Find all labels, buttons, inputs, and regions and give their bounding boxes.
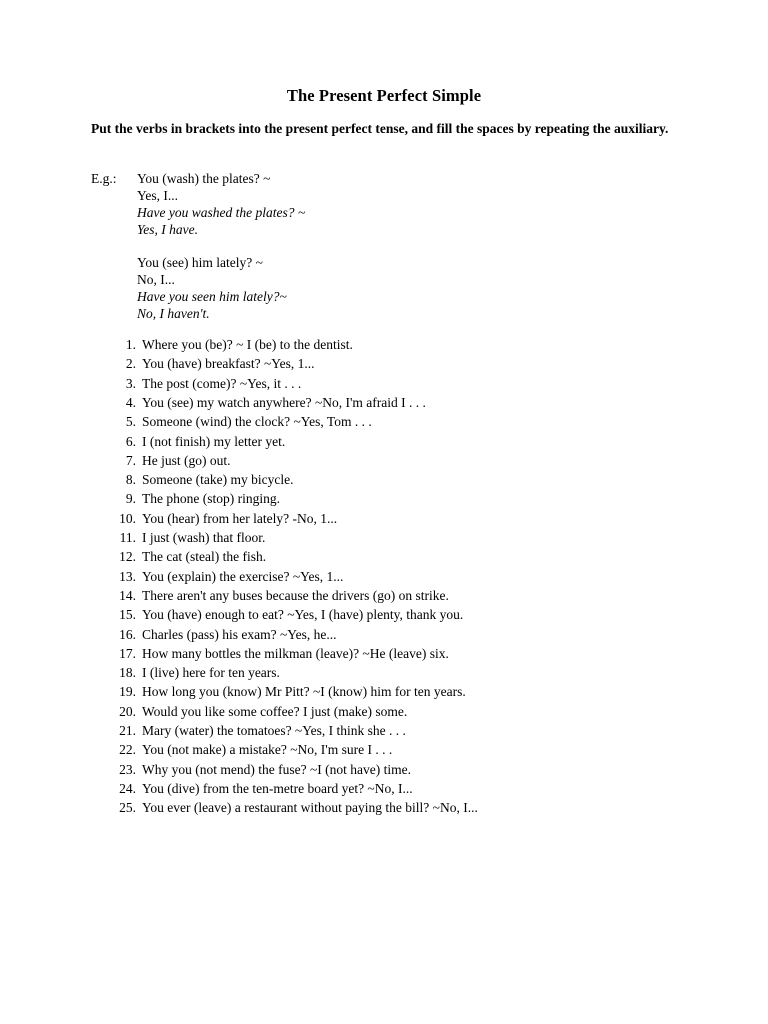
item-number: 20.	[119, 703, 136, 719]
item-text: How long you (know) Mr Pitt? ~I (know) him for ten years.	[142, 684, 466, 700]
item-text: Mary (water) the tomatoes? ~Yes, I think she . . .	[142, 723, 406, 738]
item-number: 15.	[119, 607, 136, 623]
item-text: Where you (be)? ~ I (be) to the dentist.	[142, 337, 353, 352]
example-label: E.g.:	[91, 171, 117, 186]
item-text: I (live) here for ten years.	[142, 665, 280, 681]
item-text: You (have) enough to eat? ~Yes, I (have) plenty, thank you.	[142, 607, 464, 623]
item-text: Someone (wind) the clock? ~Yes, Tom . . .	[142, 414, 372, 430]
item-number: 18.	[119, 665, 136, 681]
item-text: You (not make) a mistake? ~No, I'm sure I . . .	[142, 742, 393, 758]
item-text: I (not finish) my letter yet.	[142, 433, 286, 449]
item-text: He just (go) out.	[142, 452, 231, 468]
item-text: The cat (steal) the fish.	[142, 549, 267, 565]
item-number: 12.	[119, 549, 136, 565]
example-line: You (see) him lately? ~	[137, 255, 263, 270]
item-number: 10.	[119, 510, 136, 526]
item-text: The phone (stop) ringing.	[142, 491, 280, 507]
item-number: 25.	[119, 800, 136, 816]
item-number: 19.	[119, 684, 136, 700]
item-text: You (dive) from the ten-metre board yet? ~No, I...	[142, 780, 413, 796]
item-number: 2.	[125, 356, 136, 372]
item-number: 5.	[125, 414, 136, 430]
item-text: You (have) breakfast? ~Yes, 1...	[142, 356, 315, 372]
item-number: 13.	[119, 568, 136, 584]
item-number: 17.	[119, 645, 136, 661]
item-text: The post (come)? ~Yes, it . . .	[142, 375, 302, 391]
example-line: Yes, I...	[137, 188, 179, 203]
item-number: 6.	[125, 433, 136, 449]
item-text: Would you like some coffee? I just (make) some.	[142, 703, 408, 719]
example-line: No, I haven't.	[137, 306, 210, 321]
page-title: The Present Perfect Simple	[286, 86, 482, 105]
item-number: 21.	[119, 723, 136, 738]
item-number: 24.	[119, 780, 136, 796]
item-number: 8.	[125, 472, 136, 488]
item-number: 11.	[119, 530, 136, 545]
item-text: You (see) my watch anywhere? ~No, I'm afraid I . . .	[142, 394, 426, 410]
item-text: You ever (leave) a restaurant without paying the bill? ~No, I...	[142, 800, 478, 816]
instructions: Put the verbs in brackets into the present perfect tense, and fill the spaces by repeating the auxiliary.	[91, 121, 669, 136]
item-number: 23.	[119, 761, 136, 777]
item-number: 16.	[119, 626, 136, 642]
item-text: Why you (not mend) the fuse? ~I (not have) time.	[142, 761, 411, 777]
item-number: 9.	[125, 491, 136, 507]
example-line: Have you seen him lately?~	[137, 289, 287, 304]
example-line: Have you washed the plates? ~	[137, 205, 306, 220]
example-line: Yes, I have.	[137, 222, 198, 237]
item-number: 1.	[125, 337, 136, 352]
item-text: There aren't any buses because the drivers (go) on strike.	[142, 587, 449, 603]
item-text: You (explain) the exercise? ~Yes, 1...	[142, 568, 344, 584]
item-number: 4.	[125, 394, 136, 410]
example-line: No, I...	[137, 272, 175, 287]
item-text: You (hear) from her lately? -No, 1...	[142, 510, 338, 526]
item-text: Charles (pass) his exam? ~Yes, he...	[142, 626, 337, 642]
item-number: 14.	[119, 587, 136, 603]
item-number: 3.	[125, 375, 136, 391]
item-text: I just (wash) that floor.	[142, 530, 266, 545]
item-text: How many bottles the milkman (leave)? ~He (leave) six.	[142, 645, 449, 661]
item-number: 7.	[125, 452, 136, 468]
example-line: You (wash) the plates? ~	[137, 171, 271, 186]
item-number: 22.	[119, 742, 136, 758]
item-text: Someone (take) my bicycle.	[142, 472, 294, 488]
